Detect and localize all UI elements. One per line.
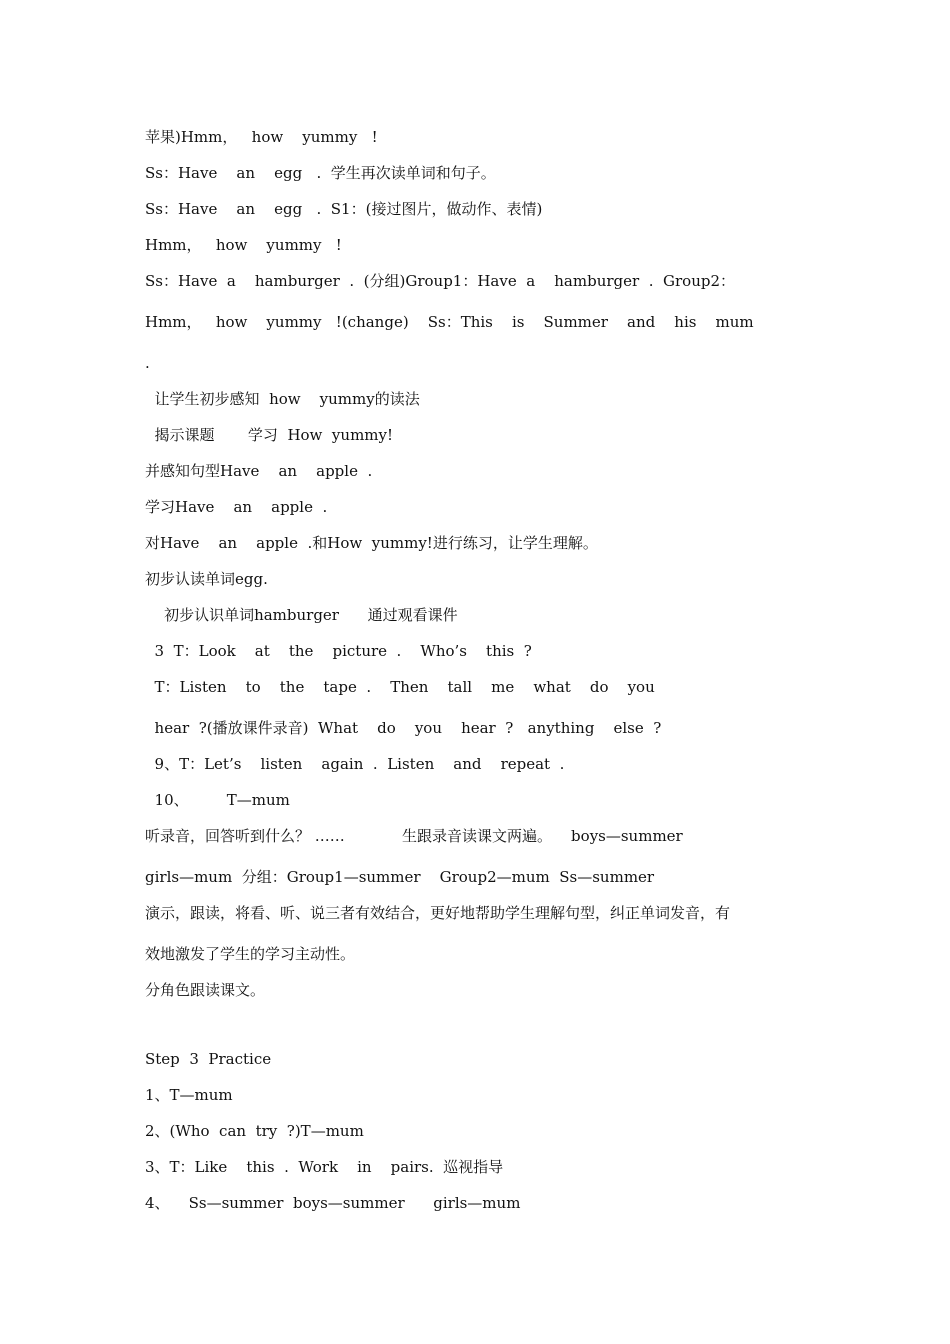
text-line-29: 4、 Ss—summer boys—summer girls—mum (145, 1194, 521, 1212)
text-line-21: girls—mum 分组：Group1—summer Group2—mum Ss—summer (145, 868, 655, 886)
text-line-20: 听录音，回答听到什么？ …… 生跟录音读课文两遍。 boys—summer (145, 827, 683, 845)
text-line-5: Ss：Have a hamburger . (分组)Group1：Have a hamburger . Group2： (145, 272, 736, 290)
section-heading-step-3: Step 3 Practice (145, 1050, 272, 1068)
text-line-7: . (145, 354, 150, 372)
text-line-9: 揭示课题 学习 How yummy! (145, 426, 394, 444)
text-line-18: 9、T：Let’s listen again . Listen and repeat . (145, 755, 565, 773)
text-line-28: 3、T：Like this . Work in pairs. 巡视指导 (145, 1158, 504, 1176)
text-line-10: 并感知句型Have an apple . (145, 462, 373, 480)
text-line-26: 1、T—mum (145, 1086, 233, 1104)
text-line-1: 苹果)Hmm， how yummy ! (145, 128, 378, 146)
text-line-6: Hmm， how yummy !(change) Ss：This is Summer and his mum (145, 313, 754, 331)
text-line-24: 分角色跟读课文。 (145, 981, 266, 999)
text-line-14: 初步认识单词hamburger 通过观看课件 (145, 606, 458, 624)
text-line-2: Ss：Have an egg . 学生再次读单词和句子。 (145, 164, 496, 182)
text-line-8: 让学生初步感知 how yummy的读法 (145, 390, 420, 408)
text-line-3: Ss：Have an egg . S1：(接过图片，做动作、表情) (145, 200, 543, 218)
text-line-23: 效地激发了学生的学习主动性。 (145, 945, 356, 963)
text-line-15: 3 T：Look at the picture . Who’s this ? (145, 642, 532, 660)
text-line-27: 2、(Who can try ?)T—mum (145, 1122, 364, 1140)
text-line-11: 学习Have an apple . (145, 498, 328, 516)
text-line-19: 10、 T—mum (145, 791, 290, 809)
text-line-13: 初步认读单词egg. (145, 570, 268, 588)
text-line-16: T：Listen to the tape . Then tall me what do you (145, 678, 655, 696)
text-line-17: hear ?(播放课件录音) What do you hear ? anything else ? (145, 719, 662, 737)
text-line-4: Hmm， how yummy ! (145, 236, 342, 254)
text-line-22: 演示，跟读，将看、听、说三者有效结合，更好地帮助学生理解句型，纠正单词发音，有 (145, 904, 731, 922)
text-line-12: 对Have an apple .和How yummy!进行练习，让学生理解。 (145, 534, 598, 552)
